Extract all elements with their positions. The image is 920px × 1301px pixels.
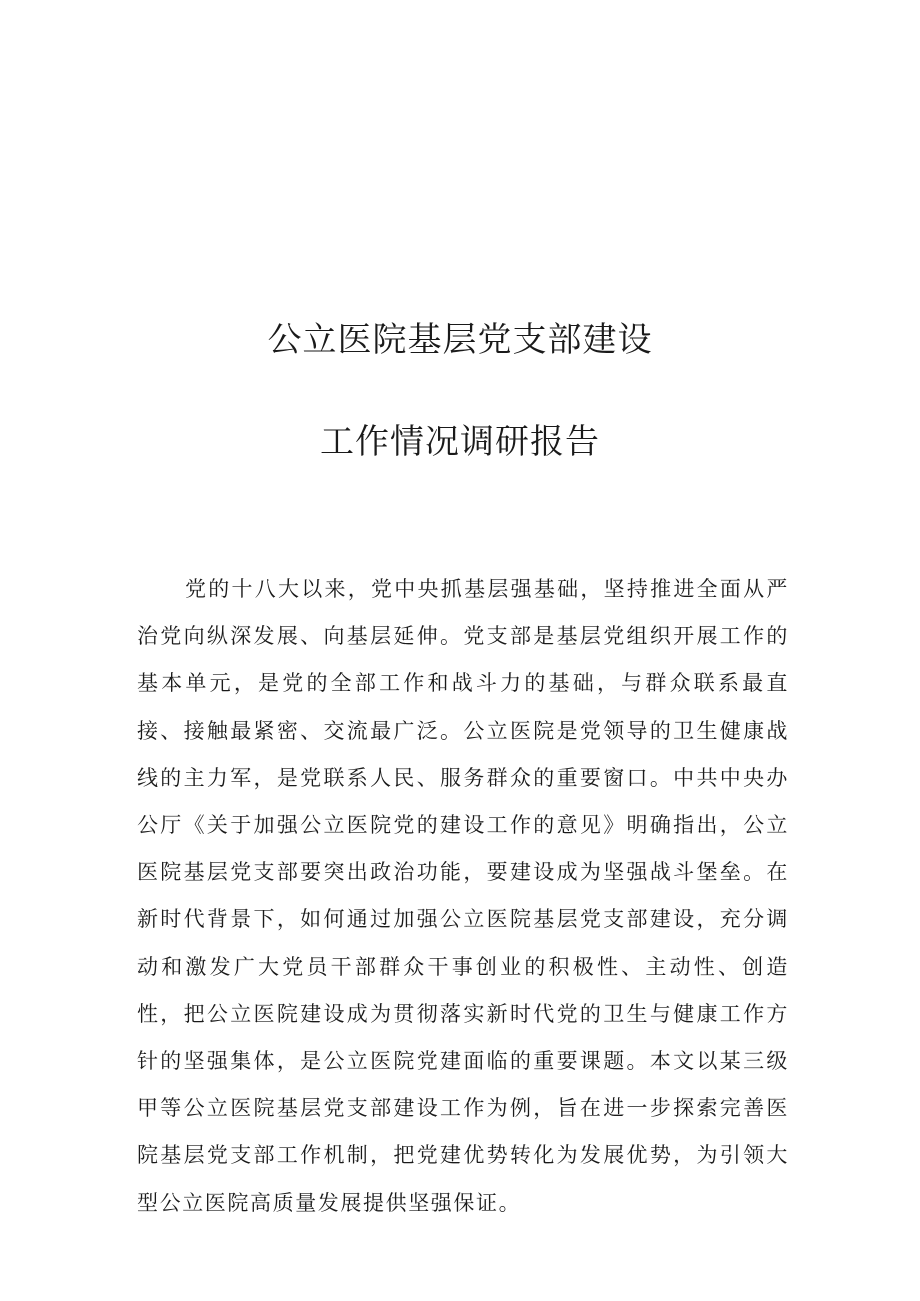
body-paragraph: 党的十八大以来，党中央抓基层强基础，坚持推进全面从严治党向纵深发展、向基层延伸。党支部是基层党组织开展工作的基本单元，是党的全部工作和战斗力的基础，与群众联系最直接、接触最紧密、交流最广泛。公立医院是党领导的卫生健康战线的主力军，是党联系人民、服务群众的重要窗口。中共中央办公厅《关于加强公立医院党的建设工作的意见》明确指出，公立医院基层党支部要突出政治功能，要建设成为坚强战斗堡垒。在新时代背景下，如何通过加强公立医院基层党支部建设，充分调动和激发广大党员干部群众干事创业的积极性、主动性、创造性，把公立医院建设成为贯彻落实新时代党的卫生与健康工作方针的坚强集体，是公立医院党建面临的重要课题。本文以某三级甲等公立医院基层党支部建设工作为例，旨在进一步探索完善医院基层党支部工作机制，把党建优势转化为发展优势，为引领大型公立医院高质量发展提供坚强保证。 — [137, 577, 789, 1215]
document-title-line-1: 公立医院基层党支部建设 — [267, 320, 653, 360]
document-title-line-2: 工作情况调研报告 — [320, 422, 600, 462]
